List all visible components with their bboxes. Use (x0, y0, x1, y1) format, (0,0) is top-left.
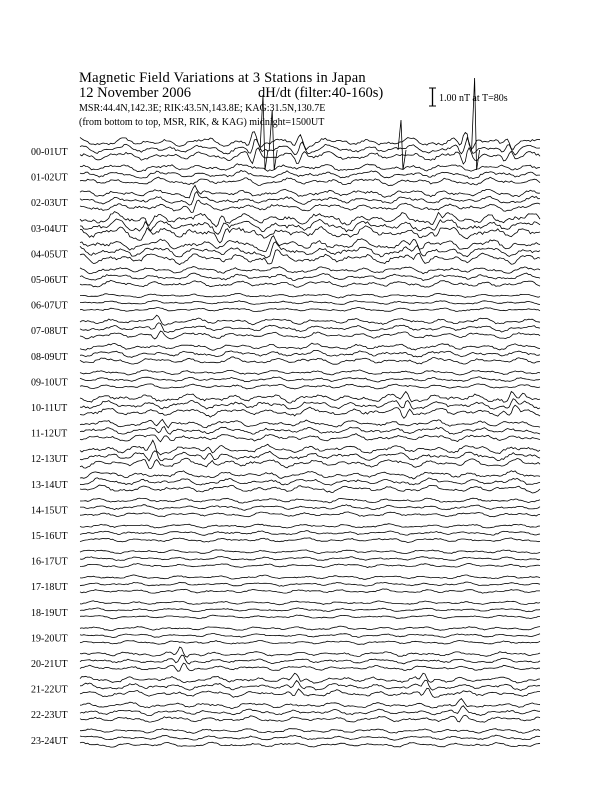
trace-kag-22-23UT (80, 699, 540, 709)
trace-rik-13-14UT (80, 478, 540, 485)
trace-msr-10-11UT (80, 405, 540, 418)
trace-kag-03-04UT (80, 212, 540, 227)
trace-msr-12-13UT (80, 458, 540, 468)
hour-label: 09-10UT (31, 377, 68, 389)
hour-label: 23-24UT (31, 735, 68, 747)
hour-label: 22-23UT (31, 710, 68, 722)
trace-kag-06-07UT (80, 293, 540, 298)
trace-kag-15-16UT (80, 524, 540, 528)
trace-msr-01-02UT (80, 177, 540, 186)
trace-kag-18-19UT (80, 601, 540, 605)
chart-date: 12 November 2006 (79, 85, 191, 101)
trace-rik-03-04UT (80, 219, 540, 234)
trace-msr-06-07UT (80, 308, 540, 312)
trace-msr-13-14UT (80, 485, 540, 493)
trace-rik-22-23UT (80, 706, 540, 716)
hour-label: 07-08UT (31, 326, 68, 338)
trace-rik-05-06UT (80, 273, 540, 281)
trace-rik-07-08UT (80, 323, 540, 333)
trace-msr-08-09UT (80, 357, 540, 364)
trace-kag-07-08UT (80, 315, 540, 325)
trace-kag-09-10UT (80, 370, 540, 375)
trace-kag-10-11UT (80, 392, 540, 404)
trace-rik-17-18UT (80, 582, 540, 586)
hour-label: 13-14UT (31, 479, 68, 491)
trace-rik-08-09UT (80, 350, 540, 357)
trace-kag-00-01UT (80, 132, 540, 150)
scale-label: 1.00 nT at T=80s (439, 93, 508, 104)
trace-rik-09-10UT (80, 377, 540, 382)
hour-label: 16-17UT (31, 556, 68, 568)
trace-rik-23-24UT (80, 735, 540, 740)
hour-label: 08-09UT (31, 351, 68, 363)
spike-mark (398, 120, 406, 170)
hour-label: 03-04UT (31, 223, 68, 235)
trace-kag-02-03UT (80, 185, 540, 198)
hour-label: 15-16UT (31, 531, 68, 542)
trace-rik-15-16UT (80, 531, 540, 536)
hour-label: 06-07UT (31, 300, 68, 312)
hour-label: 17-18UT (31, 582, 68, 594)
hour-label: 20-21UT (31, 659, 68, 670)
trace-kag-08-09UT (80, 343, 540, 350)
hour-label: 14-15UT (31, 505, 68, 517)
trace-kag-20-21UT (80, 647, 540, 657)
trace-kag-23-24UT (80, 729, 540, 734)
trace-rik-21-22UT (80, 680, 540, 690)
trace-msr-19-20UT (80, 641, 540, 645)
trace-msr-05-06UT (80, 280, 540, 287)
trace-kag-01-02UT (80, 164, 540, 172)
trace-rik-01-02UT (80, 170, 540, 178)
trace-msr-22-23UT (80, 715, 540, 722)
hour-label: 12-13UT (31, 454, 68, 466)
trace-msr-11-12UT (80, 434, 540, 442)
trace-rik-14-15UT (80, 505, 540, 511)
trace-kag-05-06UT (80, 267, 540, 274)
trace-kag-13-14UT (80, 471, 540, 479)
hour-label: 11-12UT (31, 428, 68, 440)
hour-label: 10-11UT (31, 403, 68, 414)
trace-rik-11-12UT (80, 427, 540, 435)
trace-rik-19-20UT (80, 634, 540, 638)
chart-title: Magnetic Field Variations at 3 Stations in Japan (79, 70, 366, 86)
trace-rik-16-17UT (80, 557, 540, 561)
trace-msr-09-10UT (80, 384, 540, 389)
trace-msr-21-22UT (80, 688, 540, 697)
trace-msr-02-03UT (80, 200, 540, 212)
trace-kag-11-12UT (80, 419, 540, 427)
hour-label: 18-19UT (31, 607, 68, 619)
stacking-order-note: (from bottom to top, MSR, RIK, & KAG) midnight=1500UT (79, 117, 325, 128)
trace-msr-16-17UT (80, 564, 540, 568)
hour-label: 00-01UT (31, 147, 68, 158)
trace-kag-04-05UT (80, 236, 540, 252)
trace-msr-17-18UT (80, 589, 540, 593)
trace-kag-17-18UT (80, 575, 540, 579)
trace-kag-19-20UT (80, 626, 540, 630)
trace-msr-07-08UT (80, 331, 540, 339)
trace-msr-14-15UT (80, 512, 540, 517)
trace-rik-10-11UT (80, 399, 540, 409)
trace-rik-18-19UT (80, 608, 540, 612)
trace-msr-04-05UT (80, 250, 540, 265)
station-coordinates: MSR:44.4N,142.3E; RIK:43.5N,143.8E; KAG:31.5N,130.7E (79, 103, 326, 114)
hour-label: 02-03UT (31, 198, 68, 210)
trace-msr-20-21UT (80, 663, 540, 671)
hour-label: 21-22UT (31, 684, 68, 696)
spike-mark (269, 110, 277, 170)
hour-label: 05-06UT (31, 275, 68, 286)
trace-msr-23-24UT (80, 742, 540, 747)
trace-rik-20-21UT (80, 655, 540, 664)
trace-msr-18-19UT (80, 615, 540, 619)
hour-label: 19-20UT (31, 633, 68, 645)
hour-label: 04-05UT (31, 249, 68, 261)
trace-kag-21-22UT (80, 673, 540, 683)
trace-kag-14-15UT (80, 498, 540, 503)
trace-rik-06-07UT (80, 301, 540, 305)
channel-label: dH/dt (filter:40-160s) (258, 85, 384, 101)
trace-kag-16-17UT (80, 550, 540, 554)
spike-mark (260, 95, 268, 170)
hour-label: 01-02UT (31, 172, 68, 184)
trace-msr-15-16UT (80, 538, 540, 543)
